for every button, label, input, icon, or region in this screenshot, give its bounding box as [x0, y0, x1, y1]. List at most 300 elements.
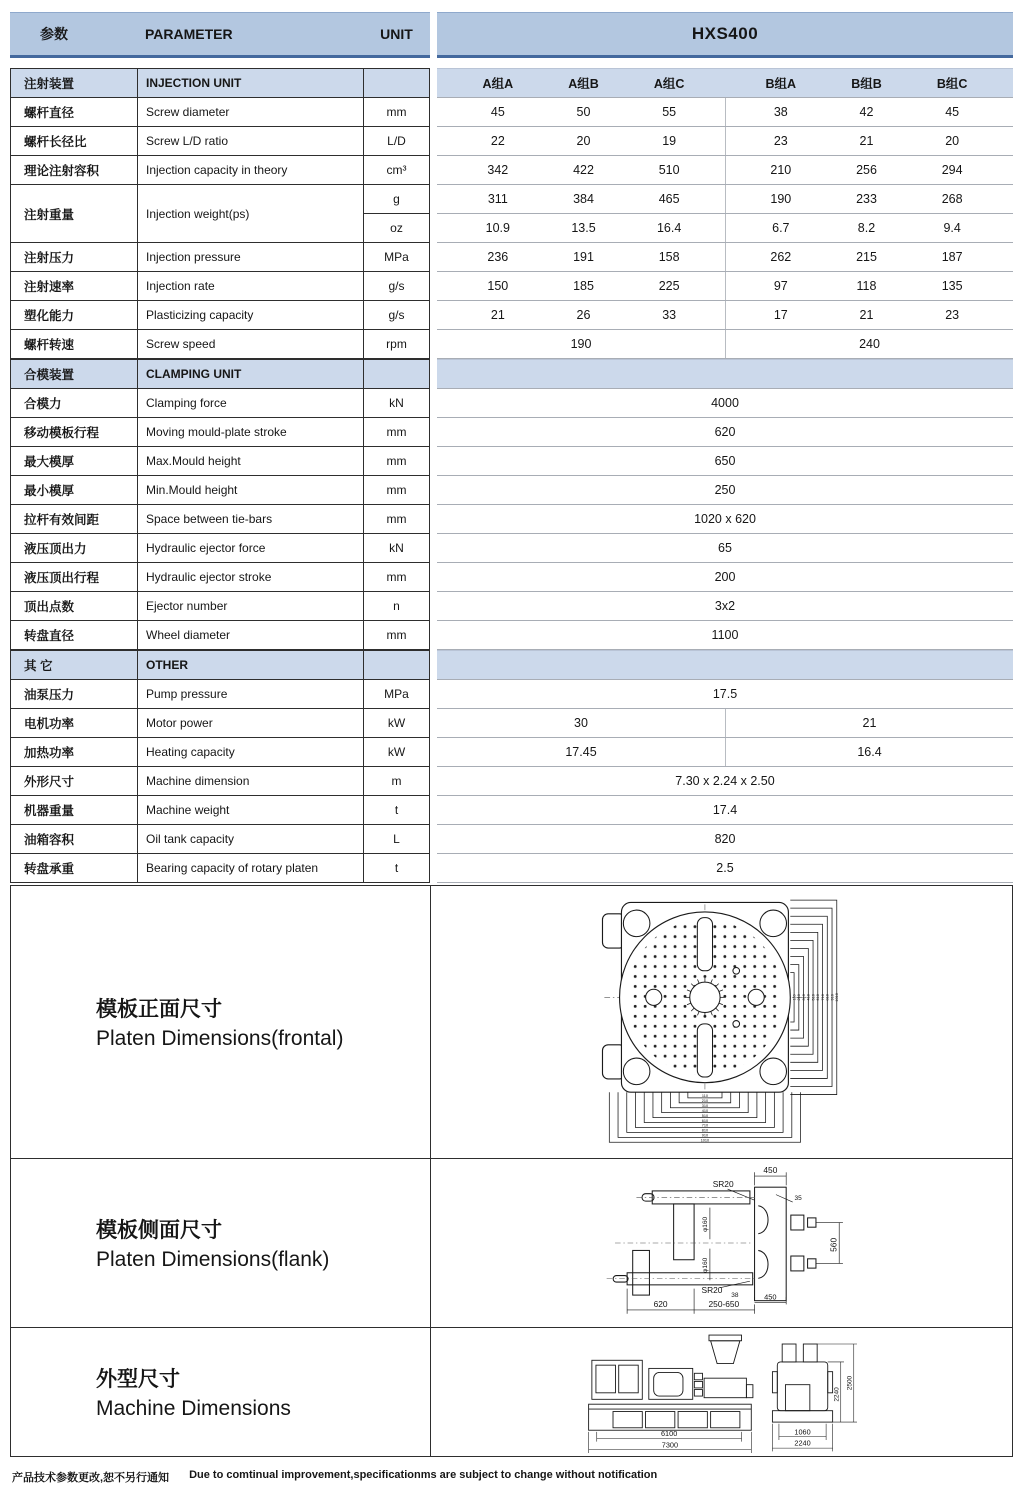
header-param-en: PARAMETER — [145, 26, 233, 42]
unit-cell: mm — [363, 98, 430, 127]
unit-cell: L — [363, 825, 430, 854]
value-cell: 210 — [770, 163, 792, 177]
section-title-en: INJECTION UNIT — [137, 68, 363, 98]
param-cn: 加热功率 — [10, 738, 137, 767]
dimension-label: 510 — [810, 994, 815, 1001]
flank-560-label: 560 — [827, 1237, 838, 1252]
param-cn: 机器重量 — [10, 796, 137, 825]
param-en: Machine dimension — [137, 767, 363, 796]
value-cell: 21 — [490, 308, 505, 322]
values-cell — [437, 825, 1013, 854]
param-en: Injection capacity in theory — [137, 156, 363, 185]
column-gap — [430, 272, 437, 301]
machine-label — [11, 1328, 431, 1456]
column-gap — [430, 185, 437, 243]
value-cell: 55 — [662, 105, 677, 119]
table-header-band — [10, 12, 1013, 58]
machine-2240-height-label: 2240 — [832, 1387, 840, 1402]
unit-cell: m — [363, 767, 430, 796]
param-cn: 螺杆转速 — [10, 330, 137, 359]
values-cell — [437, 534, 1013, 563]
unit-cell: cm³ — [363, 156, 430, 185]
unit-cell: MPa — [363, 680, 430, 709]
values-cell — [437, 767, 1013, 796]
value-grid — [437, 709, 1013, 737]
values-cell — [437, 301, 1013, 330]
param-cn: 转盘直径 — [10, 621, 137, 650]
column-gap — [430, 767, 437, 796]
param-cn: 顶出点数 — [10, 592, 137, 621]
column-gap — [430, 621, 437, 650]
dimension-label: 610 — [701, 1118, 708, 1123]
value-cell: B组A — [765, 77, 797, 91]
param-en: Injection weight(ps) — [137, 185, 363, 243]
value-full: 250 — [714, 483, 736, 497]
param-en: Hydraulic ejector force — [137, 534, 363, 563]
platen-frontal-drawing — [572, 893, 872, 1151]
unit-cell: mm — [363, 621, 430, 650]
column-gap — [430, 563, 437, 592]
param-cn: 拉杆有效间距 — [10, 505, 137, 534]
column-gap — [430, 709, 437, 738]
dimension-label: 410 — [806, 994, 811, 1001]
model-title: HXS400 — [437, 12, 1013, 58]
value-cell: 9.4 — [943, 221, 961, 235]
unit-cell — [363, 185, 430, 243]
unit-cell: kN — [363, 534, 430, 563]
table-row — [10, 156, 1013, 185]
footer-note-cn: 产品技术参数更改,恕不另行通知 — [12, 1472, 170, 1484]
param-cn: 液压顶出力 — [10, 534, 137, 563]
values-cell — [437, 709, 1013, 738]
values-cell — [437, 796, 1013, 825]
param-cn: 油箱容积 — [10, 825, 137, 854]
param-cn: 移动模板行程 — [10, 418, 137, 447]
param-en: Ejector number — [137, 592, 363, 621]
flank-sr20-bot-label: SR20 — [701, 1285, 722, 1296]
platen-flank-drawing — [552, 1163, 892, 1323]
dimension-label: 1010 — [700, 1138, 709, 1143]
flank-250-650-label: 250-650 — [708, 1299, 739, 1310]
header-param-cn: 参数 — [40, 26, 68, 42]
dimension-label: 210 — [701, 1099, 708, 1104]
value-cell: 150 — [487, 279, 509, 293]
group-divider — [712, 301, 738, 329]
values-cell — [437, 156, 1013, 185]
column-gap — [430, 796, 437, 825]
value-cell: 19 — [662, 134, 677, 148]
value-grid — [437, 214, 1013, 242]
column-gap — [430, 68, 437, 98]
dimension-label: 210 — [796, 994, 801, 1001]
column-gap — [430, 650, 437, 680]
param-en: Heating capacity — [137, 738, 363, 767]
unit-cell: mm — [363, 563, 430, 592]
value-full: 4000 — [711, 396, 739, 410]
value-full: 3x2 — [714, 599, 736, 613]
table-row — [10, 854, 1013, 883]
dimension-label: 110 — [701, 1094, 708, 1099]
flank-sr20-top-label: SR20 — [712, 1179, 734, 1190]
value-cell: 23 — [945, 308, 960, 322]
dimension-label: 1010 — [834, 993, 839, 1002]
table-row — [10, 272, 1013, 301]
machine-2240-width-label: 2240 — [793, 1438, 811, 1448]
value-cell: 23 — [773, 134, 788, 148]
table-row — [10, 738, 1013, 767]
dimension-label: 110 — [792, 994, 797, 1001]
value-grid — [437, 156, 1013, 184]
value-cell: 22 — [490, 134, 505, 148]
param-en: Injection pressure — [137, 243, 363, 272]
values-cell — [437, 243, 1013, 272]
column-gap — [430, 592, 437, 621]
param-cn: 外形尺寸 — [10, 767, 137, 796]
param-en: Hydraulic ejector stroke — [137, 563, 363, 592]
param-en: Screw diameter — [137, 98, 363, 127]
section-unit-cell — [363, 650, 430, 680]
value-cell: 236 — [487, 250, 509, 264]
value-full: 17.4 — [712, 803, 738, 817]
table-row — [10, 621, 1013, 650]
dimension-label: 710 — [820, 994, 825, 1001]
value-full: 1100 — [711, 628, 739, 642]
table-row — [10, 447, 1013, 476]
unit-cell: kW — [363, 709, 430, 738]
param-en: Bearing capacity of rotary platen — [137, 854, 363, 883]
values-cell — [437, 418, 1013, 447]
column-gap — [430, 359, 437, 389]
value-cell: 158 — [658, 250, 680, 264]
section-header-row — [10, 68, 1013, 98]
header-unit: UNIT — [380, 26, 413, 42]
table-row — [10, 680, 1013, 709]
table-row — [10, 767, 1013, 796]
unit-cell: mm — [363, 447, 430, 476]
section-title-cn: 合模装置 — [10, 359, 137, 389]
value-full: 1020 x 620 — [694, 512, 756, 526]
value-cell: 10.9 — [485, 221, 510, 235]
column-gap — [430, 418, 437, 447]
value-grid — [437, 330, 1013, 358]
value-grid — [437, 301, 1013, 329]
param-en: Plasticizing capacity — [137, 301, 363, 330]
section-values — [437, 650, 1013, 680]
column-gap — [430, 389, 437, 418]
column-gap — [430, 127, 437, 156]
value-full: 17.5 — [712, 687, 738, 701]
value-cell: 510 — [658, 163, 680, 177]
value-full: 65 — [718, 541, 732, 555]
value-cell: A组A — [482, 77, 514, 91]
value-cell: 21 — [859, 134, 874, 148]
value-cell: 20 — [576, 134, 591, 148]
table-row — [10, 505, 1013, 534]
column-gap — [430, 476, 437, 505]
column-gap — [430, 243, 437, 272]
param-en: Machine weight — [137, 796, 363, 825]
group-divider — [712, 98, 738, 126]
value-cell: 50 — [576, 105, 591, 119]
flank-label — [11, 1159, 431, 1327]
flank-450-top-label: 450 — [762, 1165, 777, 1176]
value-full: 620 — [714, 425, 736, 439]
column-gap — [430, 680, 437, 709]
value-cell: 262 — [770, 250, 792, 264]
table-row — [10, 98, 1013, 127]
unit-cell: t — [363, 796, 430, 825]
value-cell: 233 — [856, 192, 877, 206]
values-cell — [437, 447, 1013, 476]
flank-title-en: Platen Dimensions(flank) — [96, 1248, 330, 1271]
value-group-a: 30 — [574, 716, 588, 730]
table-row — [10, 243, 1013, 272]
values-cell — [437, 127, 1013, 156]
value-cell: A组B — [568, 77, 599, 91]
values-cell — [437, 854, 1013, 883]
drawing-row-frontal — [11, 886, 1012, 1158]
frontal-title-cn: 模板正面尺寸 — [96, 998, 222, 1021]
values-cell — [437, 621, 1013, 650]
values-cell — [437, 680, 1013, 709]
table-row — [10, 534, 1013, 563]
table-row — [10, 127, 1013, 156]
table-row — [10, 825, 1013, 854]
section-unit-cell — [363, 68, 430, 98]
machine-title-cn: 外型尺寸 — [96, 1368, 180, 1391]
values-cell — [437, 330, 1013, 359]
value-cell: 190 — [770, 192, 792, 206]
drawing-row-machine — [11, 1327, 1012, 1456]
group-divider — [712, 272, 738, 300]
frontal-title-en: Platen Dimensions(frontal) — [96, 1027, 344, 1050]
table-row — [10, 389, 1013, 418]
value-group-a: 17.45 — [565, 745, 597, 759]
values-cell — [437, 505, 1013, 534]
value-cell: 422 — [573, 163, 594, 177]
group-divider — [712, 69, 738, 97]
value-group-b: 240 — [725, 330, 1013, 358]
machine-2500-height-label: 2500 — [845, 1375, 853, 1391]
unit-cell: mm — [363, 476, 430, 505]
section-title-en: OTHER — [137, 650, 363, 680]
values-cell — [437, 592, 1013, 621]
unit-cell: g/s — [363, 272, 430, 301]
column-gap — [430, 330, 437, 359]
value-cell: 16.4 — [656, 221, 682, 235]
value-cell: 384 — [573, 192, 594, 206]
header-gap — [430, 12, 437, 58]
value-cell: 135 — [941, 279, 963, 293]
param-en: Motor power — [137, 709, 363, 738]
flank-phi160-top-label: φ160 — [701, 1216, 709, 1232]
param-cn: 最小模厚 — [10, 476, 137, 505]
value-cell: 20 — [945, 134, 960, 148]
spec-table-body — [10, 68, 1013, 883]
table-row — [10, 301, 1013, 330]
values-cell — [437, 98, 1013, 127]
param-cn: 螺杆长径比 — [10, 127, 137, 156]
value-grid — [437, 69, 1013, 97]
flank-38-label: 38 — [730, 1291, 739, 1299]
section-title-cn: 其 它 — [10, 650, 137, 680]
unit-cell: n — [363, 592, 430, 621]
param-cn: 注射压力 — [10, 243, 137, 272]
section-values — [437, 359, 1013, 389]
section-title-cn: 注射装置 — [10, 68, 137, 98]
unit-cell: t — [363, 854, 430, 883]
value-cell: 268 — [941, 192, 963, 206]
unit-cell: mm — [363, 505, 430, 534]
value-full: 200 — [714, 570, 736, 584]
values-cell — [437, 389, 1013, 418]
dimension-label: 910 — [701, 1133, 708, 1138]
machine-drawing-cell — [431, 1328, 1012, 1456]
drawings-table — [10, 885, 1013, 1457]
param-en: Moving mould-plate stroke — [137, 418, 363, 447]
param-en: Clamping force — [137, 389, 363, 418]
param-cn: 注射重量 — [10, 185, 137, 243]
param-cn: 电机功率 — [10, 709, 137, 738]
table-row — [10, 796, 1013, 825]
value-cell: 215 — [856, 250, 877, 264]
param-cn: 液压顶出行程 — [10, 563, 137, 592]
value-cell: 17 — [773, 308, 788, 322]
group-divider — [712, 185, 738, 213]
param-en: Pump pressure — [137, 680, 363, 709]
param-en: Screw L/D ratio — [137, 127, 363, 156]
value-cell: 45 — [490, 105, 505, 119]
value-cell: 42 — [859, 105, 874, 119]
param-en: Oil tank capacity — [137, 825, 363, 854]
value-cell: 225 — [658, 279, 680, 293]
value-cell: 38 — [773, 105, 788, 119]
section-title-en: CLAMPING UNIT — [137, 359, 363, 389]
value-grid — [437, 243, 1013, 271]
unit-cell: kW — [363, 738, 430, 767]
param-cn: 合模力 — [10, 389, 137, 418]
param-en: Max.Mould height — [137, 447, 363, 476]
unit-cell: kN — [363, 389, 430, 418]
section-header-row — [10, 650, 1013, 680]
value-cell: 185 — [573, 279, 594, 293]
values-cell — [437, 738, 1013, 767]
column-gap — [430, 301, 437, 330]
flank-drawing-cell — [431, 1159, 1012, 1327]
unit-cell: rpm — [363, 330, 430, 359]
table-row — [10, 418, 1013, 447]
drawing-row-flank — [11, 1158, 1012, 1327]
dimension-label: 410 — [701, 1108, 708, 1113]
value-full: 7.30 x 2.24 x 2.50 — [675, 774, 775, 788]
column-gap — [430, 98, 437, 127]
section-header-row — [10, 359, 1013, 389]
column-gap — [430, 505, 437, 534]
value-cell: 8.2 — [857, 221, 876, 235]
value-grid — [437, 185, 1013, 214]
dimension-label: 310 — [701, 1103, 708, 1108]
footer-note — [10, 1469, 1013, 1485]
value-cell: B组C — [936, 77, 968, 91]
flank-title-cn: 模板侧面尺寸 — [96, 1219, 222, 1242]
value-cell: 311 — [487, 192, 508, 206]
column-gap — [430, 447, 437, 476]
unit-cell: g/s — [363, 301, 430, 330]
value-full: 820 — [714, 832, 736, 846]
param-en: Min.Mould height — [137, 476, 363, 505]
param-en: Screw speed — [137, 330, 363, 359]
value-cell: 256 — [856, 163, 877, 177]
header-left-block — [10, 12, 430, 58]
value-cell: 33 — [662, 308, 677, 322]
value-cell: B组B — [851, 77, 882, 91]
table-row — [10, 330, 1013, 359]
value-full: 2.5 — [716, 861, 734, 875]
values-cell — [437, 476, 1013, 505]
group-divider — [712, 243, 738, 271]
table-row — [10, 563, 1013, 592]
value-cell: 342 — [487, 163, 509, 177]
value-grid — [437, 272, 1013, 300]
value-cell: 187 — [941, 250, 963, 264]
table-row — [10, 476, 1013, 505]
column-gap — [430, 738, 437, 767]
dimension-label: 810 — [825, 994, 830, 1001]
param-en: Space between tie-bars — [137, 505, 363, 534]
value-cell: 465 — [658, 192, 680, 206]
param-en: Wheel diameter — [137, 621, 363, 650]
value-cell: 26 — [576, 308, 591, 322]
spec-sheet-page — [10, 0, 1013, 1485]
param-cn: 螺杆直径 — [10, 98, 137, 127]
values-cell — [437, 272, 1013, 301]
column-gap — [430, 156, 437, 185]
param-cn: 油泵压力 — [10, 680, 137, 709]
unit-sub: g — [364, 185, 429, 214]
value-cell: 6.7 — [772, 221, 790, 235]
column-gap — [430, 534, 437, 563]
value-group-b: 16.4 — [725, 738, 1013, 766]
value-cell: 21 — [859, 308, 874, 322]
value-group-b: 21 — [725, 709, 1013, 737]
flank-450-bot-label: 450 — [763, 1292, 777, 1302]
value-full: 650 — [714, 454, 736, 468]
machine-dimensions-drawing — [538, 1331, 906, 1453]
value-grid — [437, 738, 1013, 766]
value-cell: 13.5 — [571, 221, 596, 235]
value-cell: 97 — [773, 279, 788, 293]
flank-phi160-bot-label: φ160 — [701, 1257, 709, 1273]
value-cell: 45 — [945, 105, 960, 119]
param-cn: 理论注射容积 — [10, 156, 137, 185]
table-row — [10, 592, 1013, 621]
value-grid — [437, 127, 1013, 155]
machine-7300-label: 7300 — [661, 1440, 678, 1450]
value-cell: 191 — [573, 250, 594, 264]
group-divider — [712, 127, 738, 155]
frontal-drawing-cell — [431, 886, 1012, 1158]
dimension-label: 810 — [701, 1128, 708, 1133]
machine-title-en: Machine Dimensions — [96, 1397, 291, 1420]
value-cell: 294 — [941, 163, 963, 177]
flank-35-label: 35 — [794, 1195, 802, 1203]
column-gap — [430, 825, 437, 854]
unit-cell: L/D — [363, 127, 430, 156]
value-cell: A组C — [653, 77, 685, 91]
section-unit-cell — [363, 359, 430, 389]
group-divider — [712, 214, 738, 242]
dimension-label: 610 — [815, 994, 820, 1001]
